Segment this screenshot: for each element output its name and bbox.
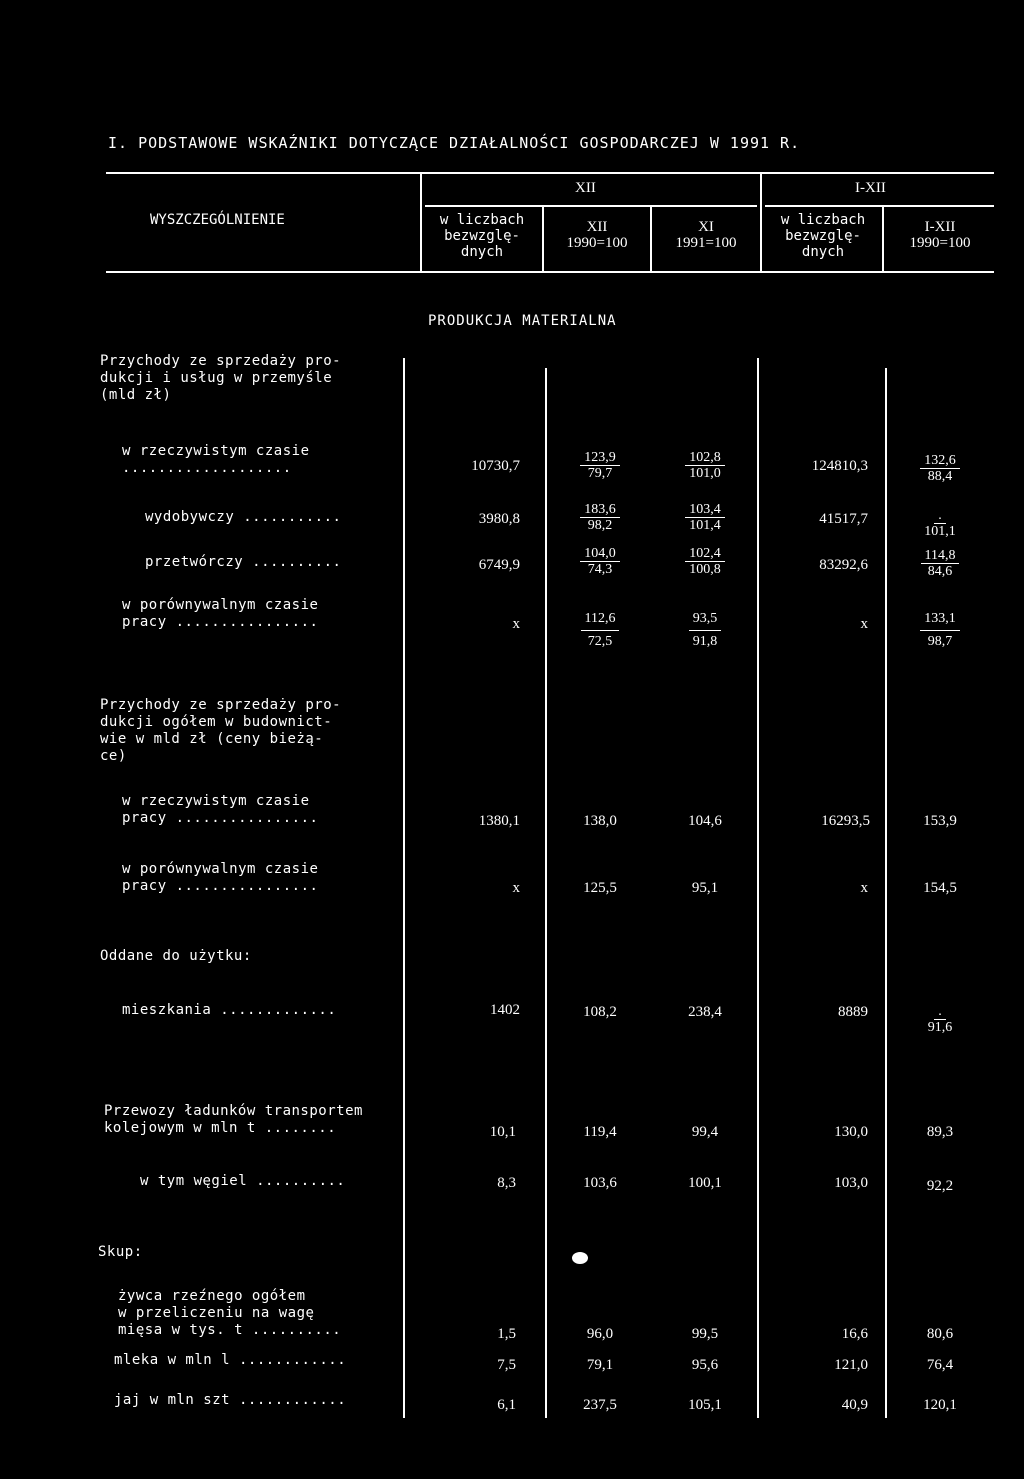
cell-value: 99,4 bbox=[691, 1124, 719, 1140]
cell-value: 238,4 bbox=[688, 1004, 722, 1020]
group-ixii-rule bbox=[765, 205, 994, 207]
row-label: wydobywczy ........... bbox=[145, 509, 342, 525]
cell-value: 99,5 bbox=[691, 1326, 719, 1342]
cell-value: 95,6 bbox=[691, 1357, 719, 1373]
cell-stack: . 101,1 bbox=[924, 508, 956, 539]
cell-abs: x bbox=[512, 880, 520, 896]
cell-value: 100,1 bbox=[688, 1175, 722, 1191]
cell-abs: x bbox=[512, 616, 520, 632]
cell-value: 105,1 bbox=[688, 1397, 722, 1413]
cell-value: 103,6 bbox=[583, 1175, 617, 1191]
col-xi-1991-header: XI 1991=100 bbox=[675, 219, 737, 251]
header-divider bbox=[882, 205, 884, 271]
row-label: przetwórczy .......... bbox=[145, 554, 342, 570]
header-divider bbox=[760, 172, 762, 271]
header-divider bbox=[650, 205, 652, 271]
cell-value: 76,4 bbox=[926, 1357, 954, 1373]
row-label: w tym węgiel .......... bbox=[140, 1173, 346, 1189]
block-industry-label: Przychody ze sprzedaży pro- dukcji i usług w przemyśle (mld zł) bbox=[100, 353, 342, 403]
header-top-rule bbox=[106, 172, 994, 174]
cell-stack: 103,4 101,4 bbox=[650, 502, 760, 533]
row-label: żywca rzeźnego ogółem w przeliczeniu na wagę mięsa w tys. t .......... bbox=[118, 1288, 342, 1338]
group-xii-rule bbox=[425, 205, 757, 207]
header-divider bbox=[420, 172, 422, 271]
cell-abs: 6749,9 bbox=[478, 557, 520, 573]
col-abs-header: w liczbach bezwzglę- dnych bbox=[439, 212, 525, 260]
group-xii-header: XII bbox=[575, 180, 596, 196]
cell-abs: 1,5 bbox=[497, 1326, 516, 1342]
cell-value: 120,1 bbox=[923, 1397, 957, 1413]
header-bottom-rule bbox=[106, 271, 994, 273]
col-abs2-header: w liczbach bezwzglę- dnych bbox=[780, 212, 866, 260]
cell-abs2: 41517,7 bbox=[819, 511, 868, 527]
row-label: jaj w mln szt ............ bbox=[114, 1392, 347, 1408]
cell-abs2: 124810,3 bbox=[811, 458, 868, 474]
cell-abs2: 16,6 bbox=[841, 1326, 868, 1342]
cell-value: 104,6 bbox=[688, 813, 722, 829]
cell-stack: 93,5 91,8 bbox=[650, 608, 760, 653]
cell-stack: 104,0 74,3 bbox=[545, 546, 655, 577]
cell-value: 119,4 bbox=[583, 1124, 617, 1140]
row-label: mieszkania ............. bbox=[122, 1002, 337, 1018]
page-title: I. PODSTAWOWE WSKAŹNIKI DOTYCZĄCE DZIAŁALNOŚCI GOSPODARCZEJ W 1991 R. bbox=[108, 134, 801, 152]
cell-stack: 123,9 79,7 bbox=[545, 450, 655, 481]
cell-stack: 133,1 98,7 bbox=[885, 608, 995, 653]
ink-blot bbox=[572, 1252, 588, 1264]
row-label: w porównywalnym czasie pracy ................ bbox=[122, 861, 319, 894]
block-construction-label: Przychody ze sprzedaży pro- dukcji ogółem w budownict- wie w mld zł (ceny bieżą- ce) bbox=[100, 697, 342, 764]
cell-value: 92,2 bbox=[926, 1178, 954, 1194]
cell-value: 79,1 bbox=[586, 1357, 614, 1373]
cell-abs: 7,5 bbox=[497, 1357, 516, 1373]
cell-value: 108,2 bbox=[583, 1004, 617, 1020]
row-label: mleka w mln l ............ bbox=[114, 1352, 347, 1368]
cell-stack: 132,6 88,4 bbox=[885, 453, 995, 484]
cell-value: 95,1 bbox=[691, 880, 719, 896]
block-procurement-label: Skup: bbox=[98, 1244, 143, 1260]
cell-abs: 6,1 bbox=[497, 1397, 516, 1413]
cell-abs: 10730,7 bbox=[471, 458, 520, 474]
col-ixii-1990-header: I-XII 1990=100 bbox=[909, 219, 971, 251]
group-ixii-header: I-XII bbox=[855, 180, 886, 196]
body-divider bbox=[403, 358, 405, 1418]
row-label: w porównywalnym czasie pracy ................ bbox=[122, 597, 319, 630]
cell-abs2: 130,0 bbox=[834, 1124, 868, 1140]
cell-abs2: 103,0 bbox=[834, 1175, 868, 1191]
block-housing-label: Oddane do użytku: bbox=[100, 948, 252, 964]
cell-stack: 112,6 72,5 bbox=[545, 608, 655, 653]
cell-stack: . 91,6 bbox=[927, 1004, 953, 1035]
cell-abs2: 121,0 bbox=[834, 1357, 868, 1373]
row-label: w rzeczywistym czasie ................... bbox=[122, 443, 310, 476]
cell-abs: 3980,8 bbox=[478, 511, 520, 527]
cell-abs2: x bbox=[860, 880, 868, 896]
cell-abs: 10,1 bbox=[489, 1124, 516, 1140]
cell-abs2: 8889 bbox=[838, 1004, 868, 1020]
cell-abs2: 16293,5 bbox=[821, 813, 870, 829]
cell-value: 154,5 bbox=[923, 880, 957, 896]
cell-stack: 102,8 101,0 bbox=[650, 450, 760, 481]
cell-value: 80,6 bbox=[926, 1326, 954, 1342]
row-label: w rzeczywistym czasie pracy ................ bbox=[122, 793, 319, 826]
cell-abs2: 40,9 bbox=[841, 1397, 868, 1413]
cell-stack: 102,4 100,8 bbox=[650, 546, 760, 577]
cell-value: 96,0 bbox=[586, 1326, 614, 1342]
cell-value: 237,5 bbox=[583, 1397, 617, 1413]
cell-stack: 114,8 84,6 bbox=[885, 548, 995, 579]
section-title: PRODUKCJA MATERIALNA bbox=[428, 313, 617, 329]
cell-abs: 1402 bbox=[490, 1002, 520, 1018]
cell-value: 125,5 bbox=[583, 880, 617, 896]
cell-stack: 183,6 98,2 bbox=[545, 502, 655, 533]
cell-value: 138,0 bbox=[583, 813, 617, 829]
block-rail-label: Przewozy ładunków transportem kolejowym w mln t ........ bbox=[104, 1103, 363, 1136]
cell-abs2: 83292,6 bbox=[819, 557, 868, 573]
cell-value: 89,3 bbox=[926, 1124, 954, 1140]
col-label-header: WYSZCZEGÓLNIENIE bbox=[150, 212, 285, 228]
col-xii-1990-header: XII 1990=100 bbox=[566, 219, 628, 251]
cell-abs2: x bbox=[860, 616, 868, 632]
cell-abs: 1380,1 bbox=[478, 813, 520, 829]
cell-value: 153,9 bbox=[923, 813, 957, 829]
cell-abs: 8,3 bbox=[497, 1175, 516, 1191]
header-divider bbox=[542, 205, 544, 271]
